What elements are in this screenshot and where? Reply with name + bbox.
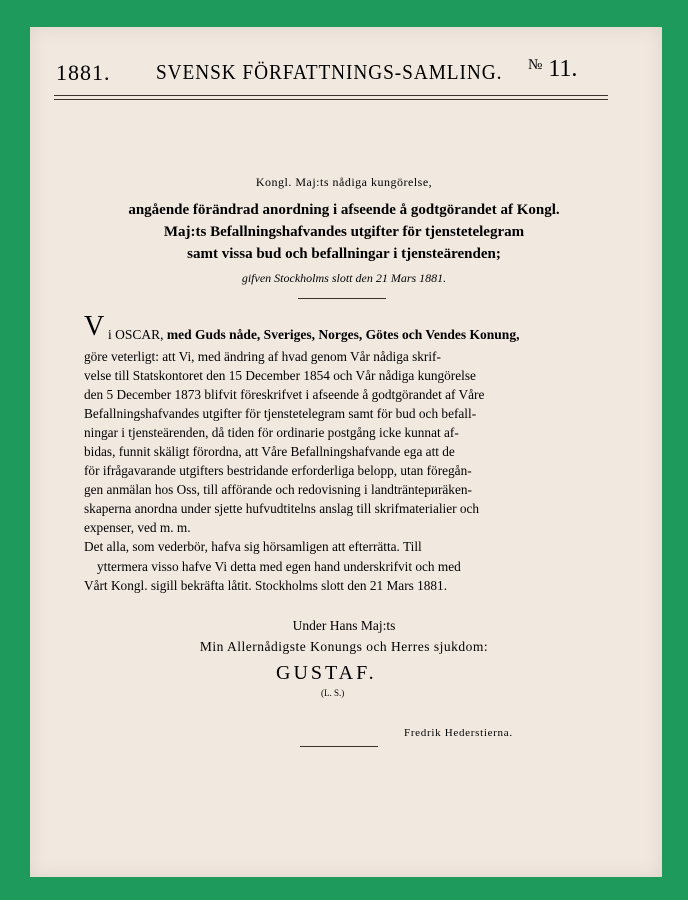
body-line-1-plain: i OSCAR, <box>108 327 167 342</box>
masthead-rule <box>54 95 608 96</box>
masthead <box>52 58 612 98</box>
seal-mark: (L. S.) <box>321 688 345 698</box>
countersignature: Fredrik Hederstierna. <box>404 727 513 739</box>
masthead-title: SVENSK FÖRFATTNINGS-SAMLING. <box>156 60 503 84</box>
body-line: den 5 December 1873 blifvit föreskrifvet i afseende å godtgörandet af Våre <box>84 387 485 402</box>
ordinance-type: Kongl. Maj:ts nådiga kungörelse, <box>255 175 433 189</box>
royal-title: med Guds nåde, Sveriges, Norges, Götes och Vendes Konung, <box>166 327 520 342</box>
heading-line-3: samt vissa bud och befallningar i tjensteärenden; <box>187 246 501 262</box>
regency-line-1: Under Hans Maj:ts <box>292 618 396 633</box>
body-line: Det alla, som vederbör, hafva sig hörsamligen att efterrätta. Till <box>84 539 422 554</box>
heading-line-1: angående förändrad anordning i afseende å godtgörandet af Kongl. <box>128 202 560 218</box>
heading-divider <box>298 298 386 299</box>
given-date: gifven Stockholms slott den 21 Mars 1881. <box>241 271 447 285</box>
heading-line-2: Maj:ts Befallningshafvandes utgifter för tjenstetelegram <box>163 224 525 240</box>
body-line-1 <box>108 327 519 343</box>
body-line: Befallningshafvandes utgifter för tjenstetelegram samt för bud och befall- <box>84 406 477 421</box>
body-line: Vårt Kongl. sigill bekräfta låtit. Stockholms slott den 21 Mars 1881. <box>84 578 448 593</box>
masthead-year: 1881. <box>56 60 111 85</box>
regency-line-2: Min Allernådigste Konungs och Herres sjukdom: <box>199 639 489 654</box>
body-line: för ifrågavarande utgifters bestridande erforderliga belopp, utan föregån- <box>84 463 472 478</box>
body-line: velse till Statskontoret den 15 December 1854 och Vår nådiga kungörelse <box>84 368 476 383</box>
body-line: ningar i tjensteärenden, då tiden för ordinarie postgång icke kunnat af- <box>84 425 459 440</box>
body-line: skaperna anordna under sjette hufvudtitelns anslag till skrifmaterialier och <box>84 501 480 516</box>
number-sign: № <box>528 57 543 73</box>
body-line: yttermera visso hafve Vi detta med egen hand underskrifvit och med <box>97 559 461 574</box>
masthead-rule-secondary <box>54 99 608 100</box>
issue-number-value: 11. <box>548 56 578 82</box>
issue-number <box>528 56 577 83</box>
end-divider <box>300 746 378 747</box>
signature: GUSTAF. <box>276 662 377 684</box>
drop-initial: V <box>84 311 105 342</box>
body-line: expenser, ved m. m. <box>84 520 191 535</box>
body-line: bidas, funnit skäligt förordna, att Våre Befallningshafvande ega att de <box>84 444 455 459</box>
body-line: göre veterligt: att Vi, med ändring af hvad genom Vår nådiga skrif- <box>84 349 441 364</box>
body-line: gen anmälan hos Oss, till afförande och redovisning i landträntериräken- <box>84 482 472 497</box>
